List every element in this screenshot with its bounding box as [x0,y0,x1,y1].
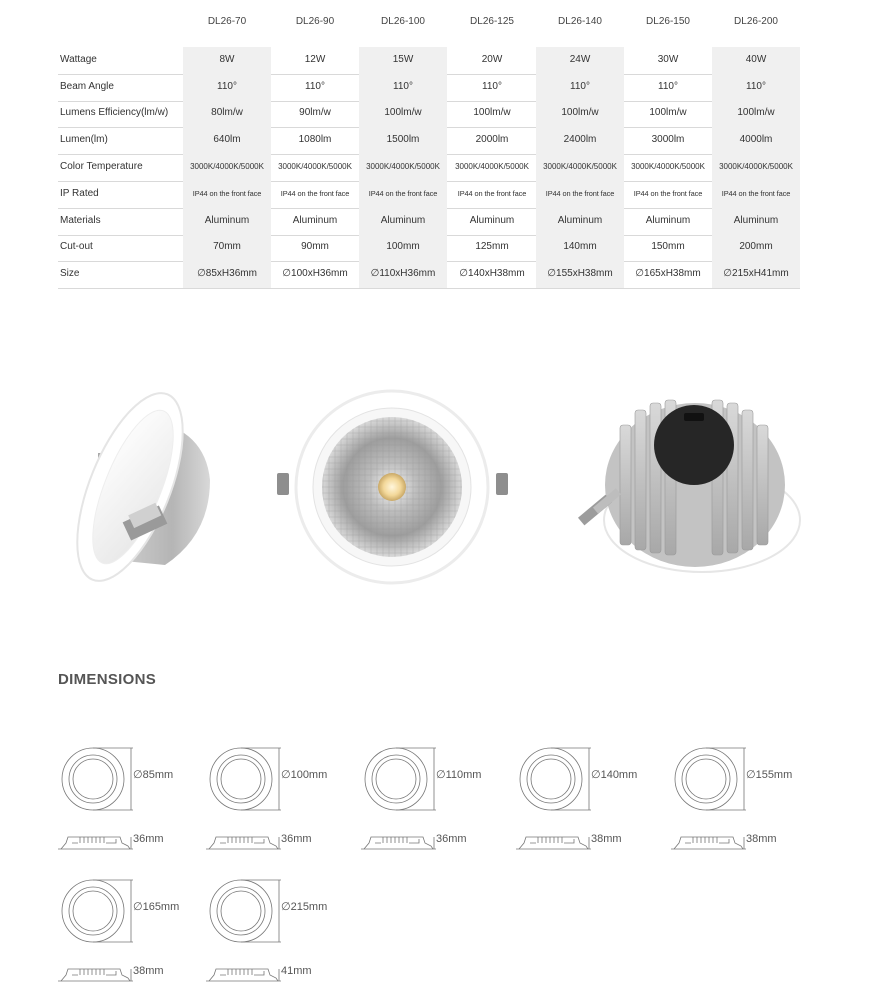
model-header-cell: DL26-150 [646,16,690,27]
dimension-drawing [671,745,821,865]
spec-cell: ∅215xH41mm [712,261,800,288]
spec-cell: 100lm/w [712,100,800,127]
spec-row [58,208,800,236]
spec-cell: 100lm/w [536,100,624,127]
model-header-cell: DL26-200 [734,16,778,27]
product-photo-front-view [275,385,510,590]
spec-cell: 3000lm [651,134,685,145]
spec-cell: 3000K/4000K/5000K [359,154,447,181]
spec-cell: 100lm/w [649,107,687,118]
spec-cell: 80lm/w [183,100,271,127]
spec-cell: 70mm [183,234,271,261]
spec-cell: IP44 on the front face [457,189,527,198]
spec-cell: 12W [304,54,326,65]
spec-cell: 8W [183,47,271,74]
spec-cell: 110° [359,74,447,101]
product-photo-rear-view [572,385,802,580]
model-header-cell: DL26-140 [558,16,602,27]
spec-cell: 90lm/w [299,107,331,118]
spec-cell: 110° [183,74,271,101]
spec-cell: IP44 on the front face [633,189,703,198]
dimension-diagram [58,745,208,865]
dimension-diagram [671,745,821,865]
spec-row [58,154,800,182]
spec-cell: ∅110xH36mm [359,261,447,288]
spec-cell: 1500lm [359,127,447,154]
spec-row-label: Color Temperature [60,161,143,172]
diameter-label: ∅85mm [133,769,174,781]
spec-row [58,47,800,75]
diameter-label: ∅215mm [281,901,328,913]
spec-cell: 110° [658,81,678,92]
spec-cell: Aluminum [292,215,338,226]
spec-cell: 3000K/4000K/5000K [455,162,529,171]
spec-row [58,181,800,209]
dimension-drawing [206,745,356,865]
spec-row [58,100,800,128]
dimension-diagram [361,745,511,865]
diameter-label: ∅140mm [591,769,638,781]
spec-cell: 20W [481,54,503,65]
spec-row-label: Materials [60,215,101,226]
spec-cell: 15W [359,47,447,74]
spec-cell: 3000K/4000K/5000K [183,154,271,181]
spec-cell: 24W [536,47,624,74]
model-header-cell: DL26-90 [295,16,335,27]
spec-cell: Aluminum [712,208,800,235]
spec-cell: 150mm [651,241,685,252]
dimension-diagram [516,745,666,865]
model-header-cell: DL26-125 [470,16,514,27]
height-label: 36mm [281,833,312,845]
spec-row-label: IP Rated [60,188,99,199]
dimension-diagram [58,877,208,997]
dimension-diagram [206,745,356,865]
spec-cell: 3000K/4000K/5000K [712,154,800,181]
spec-row-label: Beam Angle [60,81,114,92]
spec-cell: 100lm/w [473,107,511,118]
spec-cell: 640lm [183,127,271,154]
spec-cell: 4000lm [712,127,800,154]
spec-cell: Aluminum [469,215,515,226]
height-label: 36mm [436,833,467,845]
model-header-cell: DL26-70 [207,16,247,27]
dimension-drawing [516,745,666,865]
spec-row [58,261,800,289]
diameter-label: ∅165mm [133,901,180,913]
spec-cell: IP44 on the front face [280,189,350,198]
spec-row [58,127,800,155]
spec-cell: Aluminum [359,208,447,235]
dimension-drawing [361,745,511,865]
model-header-row [58,0,800,44]
spec-cell: 40W [712,47,800,74]
spec-cell: ∅155xH38mm [536,261,624,288]
spec-cell: 1080lm [298,134,332,145]
dimensions-title: DIMENSIONS [58,671,157,688]
height-label: 38mm [746,833,777,845]
spec-cell: 30W [657,54,679,65]
spec-cell: 100lm/w [359,100,447,127]
spec-cell: ∅100xH36mm [282,268,348,279]
spec-row [58,74,800,102]
height-label: 38mm [133,965,164,977]
height-label: 41mm [281,965,312,977]
spec-cell: ∅165xH38mm [635,268,701,279]
dimension-drawing [58,745,208,865]
spec-row-label: Lumen(lm) [60,134,108,145]
spec-row-label: Cut-out [60,241,93,252]
model-header-cell: DL26-100 [381,16,425,27]
spec-cell: 3000K/4000K/5000K [536,154,624,181]
spec-cell: ∅140xH38mm [459,268,525,279]
spec-cell: 125mm [475,241,509,252]
diameter-label: ∅110mm [436,769,482,781]
spec-cell: IP44 on the front face [712,181,800,208]
spec-cell: 90mm [301,241,329,252]
height-label: 38mm [591,833,622,845]
spec-cell: 110° [712,74,800,101]
spec-cell: 200mm [712,234,800,261]
spec-cell: 110° [482,81,502,92]
height-label: 36mm [133,833,164,845]
diameter-label: ∅155mm [746,769,793,781]
diameter-label: ∅100mm [281,769,328,781]
spec-row-label: Wattage [60,54,97,65]
spec-cell: 2400lm [536,127,624,154]
dimension-drawing [58,877,208,997]
product-photo-side-view [55,385,225,590]
spec-row-label: Size [60,268,80,279]
spec-cell: IP44 on the front face [183,181,271,208]
spec-cell: 2000lm [475,134,509,145]
dimension-drawing [206,877,356,997]
spec-cell: 110° [305,81,325,92]
spec-row-label: Lumens Efficiency(lm/w) [60,107,169,118]
spec-cell: Aluminum [645,215,691,226]
spec-cell: 140mm [536,234,624,261]
spec-cell: IP44 on the front face [359,181,447,208]
spec-cell: ∅85xH36mm [183,261,271,288]
spec-cell: 3000K/4000K/5000K [631,162,705,171]
spec-row [58,234,800,262]
spec-cell: IP44 on the front face [536,181,624,208]
spec-cell: Aluminum [536,208,624,235]
dimension-diagram [206,877,356,997]
spec-cell: Aluminum [183,208,271,235]
spec-cell: 100mm [359,234,447,261]
spec-cell: 110° [536,74,624,101]
spec-cell: 3000K/4000K/5000K [278,162,352,171]
